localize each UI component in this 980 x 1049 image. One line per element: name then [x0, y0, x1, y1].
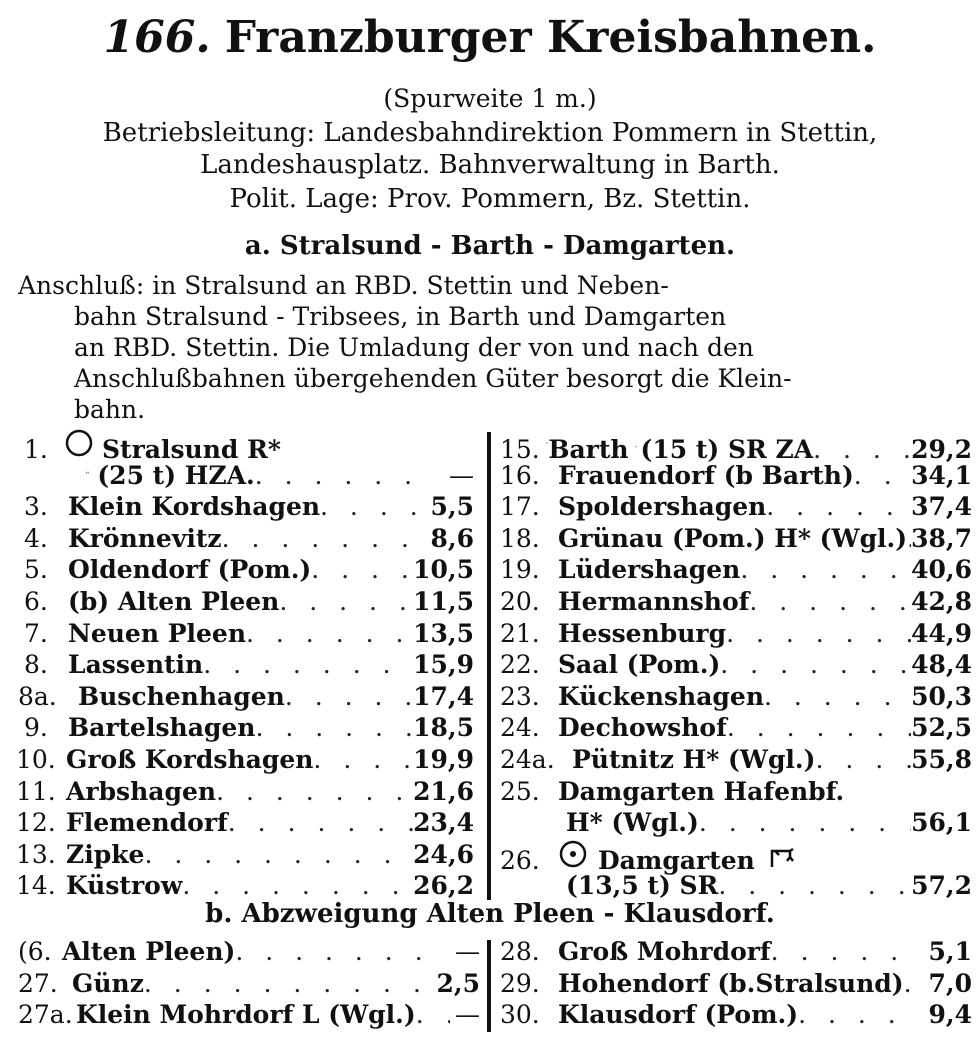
station-name: Alten Pleen) — [62, 937, 236, 966]
station-km: 29,2 — [911, 435, 972, 464]
connection-line: an RBD. Stettin. Die Umladung der von und nach den — [74, 333, 754, 362]
station-number: 11. — [16, 776, 56, 806]
crane-icon — [86, 462, 89, 484]
connection-line: bahn Stralsund - Tribsees, in Barth und Damgarten — [74, 302, 727, 331]
station-number: 19. — [500, 555, 540, 585]
station-row — [500, 428, 972, 464]
station-name: (b) Alten Pleen — [68, 586, 280, 616]
station-row — [24, 712, 474, 744]
station-name: Lassentin — [68, 650, 204, 680]
station-name: Günz — [72, 968, 144, 998]
station-name: Dechowshof — [558, 713, 727, 743]
station-row — [500, 968, 972, 1000]
station-number: 27. — [18, 968, 58, 998]
crane-icon — [769, 847, 795, 869]
station-row — [500, 839, 972, 875]
station-row — [500, 649, 972, 681]
station-row — [500, 936, 972, 968]
station-name: Klein Kordshagen — [68, 492, 321, 522]
station-km: 42,8 — [911, 586, 972, 616]
section-a-connection — [18, 270, 968, 425]
station-name: Spoldershagen — [558, 492, 767, 522]
connection-line: bahn. — [74, 395, 146, 424]
station-name: Groß Kordshagen — [66, 744, 314, 774]
title-number: 166. — [103, 12, 211, 63]
station-km: 24,6 — [413, 839, 474, 869]
station-row — [16, 807, 474, 839]
section-a-left-column — [16, 428, 474, 902]
station-number: 23. — [500, 681, 540, 711]
station-name: Lüdershagen — [558, 555, 741, 585]
station-row — [500, 618, 972, 650]
station-row — [24, 554, 474, 586]
station-km: 15,9 — [413, 650, 474, 680]
station-name: Groß Mohrdorf — [558, 937, 771, 966]
station-name: Krönnevitz — [68, 523, 222, 553]
station-row — [16, 839, 474, 871]
station-km: 8,6 — [430, 523, 474, 553]
station-km: 7,0 — [928, 968, 972, 998]
station-row — [16, 744, 474, 776]
station-name: Klausdorf (Pom.) — [558, 1000, 799, 1030]
station-name: Zipke — [66, 839, 145, 869]
management-line-2: Landeshausplatz. Bahnverwaltung in Barth. — [200, 150, 780, 180]
station-name: (13,5 t) SR — [566, 871, 719, 901]
station-km: 21,6 — [413, 776, 474, 806]
station-row — [18, 999, 480, 1031]
station-name: H* (Wgl.) — [566, 808, 699, 838]
station-km: 23,4 — [413, 808, 474, 838]
station-name: Klein Mohrdorf L (Wgl.) — [76, 1000, 416, 1030]
station-number: 20. — [500, 586, 540, 616]
station-name: Damgarten Hafenbf. — [558, 776, 845, 806]
station-km: 56,1 — [911, 808, 972, 838]
station-km: 2,5 — [436, 968, 480, 998]
management-line-1: Betriebsleitung: Landesbahndirektion Pommern in Stettin, — [102, 118, 878, 148]
station-number: 15. — [500, 435, 540, 464]
station-number: 14. — [16, 871, 56, 901]
station-km: 48,4 — [911, 650, 972, 680]
station-km: — — [455, 937, 480, 966]
station-name: Hermannshof — [558, 586, 750, 616]
station-km: 44,9 — [911, 618, 972, 648]
station-row — [24, 460, 474, 492]
station-name: Hohendorf (b.Stralsund) — [558, 968, 904, 998]
station-row — [500, 554, 972, 586]
station-number: 3. — [24, 492, 48, 522]
section-b-right-column — [500, 936, 972, 1031]
station-number: 29. — [500, 968, 540, 998]
station-number: 4. — [24, 523, 48, 553]
station-name: Buschenhagen — [78, 681, 285, 711]
section-b-heading: b. Abzweigung Alten Pleen - Klausdorf. — [205, 899, 775, 929]
station-row — [18, 681, 474, 713]
station-number: 8. — [24, 650, 48, 680]
station-name: Hessenburg — [558, 618, 727, 648]
crane-icon — [635, 436, 637, 458]
station-row — [500, 523, 972, 555]
station-number: (6. — [18, 937, 52, 966]
station-name: Barth — [548, 435, 629, 464]
connection-line: Anschluß: in Stralsund an RBD. Stettin und Neben- — [18, 271, 669, 300]
station-name: Neuen Pleen — [68, 618, 247, 648]
station-name: Saal (Pom.) — [558, 650, 721, 680]
connection-line: Anschlußbahnen übergehenden Güter besorgt die Klein- — [74, 364, 792, 393]
station-row — [500, 807, 972, 839]
station-row — [24, 649, 474, 681]
station-number: 1. — [24, 435, 48, 464]
station-name: Kückenshagen — [558, 681, 764, 711]
station-number: 18. — [500, 523, 540, 553]
station-row — [24, 523, 474, 555]
station-km: 37,4 — [911, 492, 972, 522]
station-km: 50,3 — [911, 681, 972, 711]
station-number: 24a. — [500, 744, 555, 774]
station-km: 10,5 — [413, 555, 474, 585]
station-row — [500, 586, 972, 618]
station-number: 21. — [500, 618, 540, 648]
section-a-right-column — [500, 428, 972, 902]
station-name: Pütnitz H* (Wgl.) — [572, 744, 816, 774]
station-name: Grünau (Pom.) H* (Wgl.) — [558, 523, 908, 553]
station-row — [16, 776, 474, 808]
station-row — [24, 428, 474, 464]
station-name: Flemendorf — [66, 808, 228, 838]
station-row — [500, 776, 972, 808]
station-row — [500, 744, 972, 776]
page-title — [0, 8, 980, 68]
station-km: 5,1 — [928, 937, 972, 966]
station-number: 8a. — [18, 681, 57, 711]
station-number: 24. — [500, 713, 540, 743]
station-km: 9,4 — [928, 1000, 972, 1030]
section-a-heading: a. Stralsund - Barth - Damgarten. — [244, 231, 736, 261]
title-text: Franzburger Kreisbahnen. — [224, 12, 877, 63]
station-km: 17,4 — [413, 681, 474, 711]
station-name: Arbshagen — [66, 776, 217, 806]
station-number: 13. — [16, 839, 56, 869]
station-row — [500, 491, 972, 523]
station-km: 18,5 — [413, 713, 474, 743]
station-number: 7. — [24, 618, 48, 648]
column-divider — [487, 432, 491, 900]
gauge-note: (Spurweite 1 m.) — [383, 84, 597, 113]
station-number: 5. — [24, 555, 48, 585]
section-b-left-column — [18, 936, 480, 1031]
station-name: Damgarten — [598, 845, 755, 875]
station-number: 22. — [500, 650, 540, 680]
station-km: 34,1 — [911, 460, 972, 490]
station-row — [24, 586, 474, 618]
station-name: (25 t) HZA. — [97, 460, 255, 490]
station-number: 16. — [500, 460, 540, 490]
station-km: 55,8 — [911, 744, 972, 774]
station-name: Oldendorf (Pom.) — [68, 555, 312, 585]
station-number: 17. — [500, 492, 540, 522]
station-number: 28. — [500, 937, 540, 966]
station-km: — — [449, 460, 474, 490]
station-km: 5,5 — [430, 492, 474, 522]
station-name: Frauendorf (b Barth) — [558, 460, 854, 490]
station-number: 9. — [24, 713, 48, 743]
political-location: Polit. Lage: Prov. Pommern, Bz. Stettin. — [229, 184, 751, 214]
station-row — [18, 968, 480, 1000]
station-km: 40,6 — [911, 555, 972, 585]
station-number: 27a. — [18, 1000, 73, 1030]
station-km: — — [455, 1000, 480, 1030]
station-km: 52,5 — [911, 713, 972, 743]
station-km: 13,5 — [413, 618, 474, 648]
station-number: 10. — [16, 744, 56, 774]
station-km: 57,2 — [911, 871, 972, 901]
station-number: 26. — [500, 845, 540, 875]
station-km: 19,9 — [413, 744, 474, 774]
station-row — [24, 618, 474, 650]
station-number: 12. — [16, 808, 56, 838]
circle-icon — [64, 428, 94, 458]
station-row — [500, 681, 972, 713]
station-row — [24, 491, 474, 523]
station-km: 38,7 — [911, 523, 972, 553]
station-name: Bartelshagen — [68, 713, 256, 743]
station-row — [500, 999, 972, 1031]
station-number: 30. — [500, 1000, 540, 1030]
station-km: 26,2 — [413, 871, 474, 901]
column-divider — [487, 940, 491, 1032]
station-row — [500, 460, 972, 492]
station-number: 25. — [500, 776, 540, 806]
station-name: Stralsund R* — [102, 435, 281, 464]
station-number: 6. — [24, 586, 48, 616]
station-row — [18, 936, 480, 968]
station-row — [500, 712, 972, 744]
station-facilities: (15 t) SR ZA — [640, 435, 814, 464]
station-name: Küstrow — [66, 871, 183, 901]
dotted-circle-icon — [558, 839, 588, 869]
station-km: 11,5 — [413, 586, 474, 616]
